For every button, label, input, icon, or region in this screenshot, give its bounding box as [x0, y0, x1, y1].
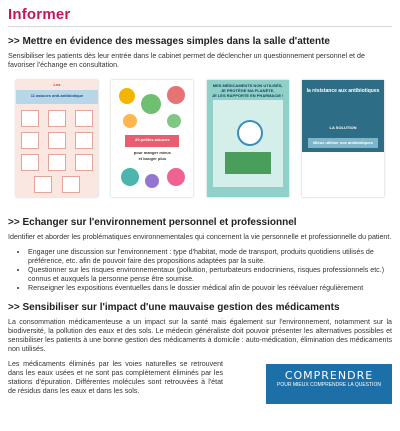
poster-title: 11 astuces anti-antibiotique: [30, 93, 84, 98]
banner-subtitle: POUR MIEUX COMPRENDRE LA QUESTION: [277, 382, 381, 388]
poster-subtitle: pour manger mieux: [133, 150, 171, 155]
poster-title: JE PROTÈGE MA PLANÈTE,: [220, 88, 275, 93]
pharmacy-illustration: [225, 152, 271, 174]
poster-tile: [48, 132, 66, 149]
poster-tile: [21, 110, 39, 127]
poster-cta-text: Mieux utiliser nos antibiotiques: [313, 140, 373, 145]
environment-bullet-list: [8, 248, 392, 293]
food-illustration-icon: [167, 86, 185, 104]
list-item: • Engager une discussion sur l'environnement : type d'habitat, mode de transport, produits quotidiens utilisés de préférence, etc. afin de pouvoir faire des propositions adaptées par la suite.: [28, 248, 392, 266]
medicines-side-text: [8, 360, 223, 404]
banner-title: COMPRENDRE: [284, 369, 374, 382]
poster-lower-panel: [302, 152, 384, 197]
poster-eat-better[interactable]: [111, 80, 193, 197]
poster-tile: [48, 110, 66, 127]
section-heading-medicines: >> Sensibiliser sur l'impact d'une mauvaise gestion des médicaments: [8, 302, 340, 313]
poster-tile: [34, 176, 52, 193]
poster-tile: [48, 154, 66, 171]
poster-antibiotic-tips[interactable]: [16, 80, 98, 197]
poster-tile: [75, 154, 93, 171]
poster-title-small: Les: [53, 82, 61, 87]
poster-tile: [21, 132, 39, 149]
section-paragraph-environment: Identifier et aborder les problématiques environnementales qui concernent la vie personnelle et professionnelle du patient.: [8, 233, 392, 241]
food-illustration-icon: [123, 114, 137, 128]
poster-tile: [75, 132, 93, 149]
food-illustration-icon: [145, 174, 159, 188]
food-illustration-icon: [121, 168, 139, 186]
comprendre-banner[interactable]: [266, 364, 392, 404]
section-paragraph-residues: Les médicaments éliminés par les voies naturelles se retrouvent dans les eaux usées et ne sont pas complètement éliminés par les stations d'épuration. Différentes molécules sont retrouvées à l'état de résidus dans les eaux et dans les sols.: [8, 360, 223, 395]
section-heading-waiting-room: >> Mettre en évidence des messages simples dans la salle d'attente: [8, 36, 330, 47]
poster-gallery: [8, 76, 392, 197]
poster-subtitle: et bouger plus: [138, 156, 167, 161]
poster-title: MES MÉDICAMENTS NON UTILISÉS,: [212, 83, 283, 88]
poster-solution-label: LA SOLUTION: [329, 125, 357, 130]
food-illustration-icon: [167, 168, 185, 186]
section-paragraph-waiting-room: Sensibiliser les patients dès leur entrée dans le cabinet permet de déclencher un questionnement personnel et de favoriser l'échange en consultation.: [8, 52, 365, 69]
food-illustration-icon: [141, 94, 161, 114]
section-heading-environment: >> Echanger sur l'environnement personnel et professionnel: [8, 217, 297, 228]
poster-antibiotic-resistance[interactable]: [302, 80, 384, 197]
poster-tile: [62, 176, 80, 193]
poster-title: 20 petites astuces: [135, 137, 170, 142]
medicines-lower-row: [8, 360, 392, 404]
section-paragraph-medicines: La consommation médicamenteuse a un impact sur la santé mais également sur l'environnement, notamment sur la biodiversité, la pollution des eaux et des sols. Le médecin généraliste doit pouvoir présenter les alternatives possibles et sensibiliser les patients à une bonne gestion des médicaments à domicile : auto-médication, élimination des médicaments non utilisés.: [8, 318, 392, 353]
list-item: • Renseigner les expositions éventuelles dans le dossier médical afin de pouvoir les réévaluer régulièrement: [28, 284, 392, 293]
globe-icon: [237, 120, 263, 146]
poster-tile: [75, 110, 93, 127]
list-item: • Questionner sur les risques environnementaux (pollution, perturbateurs endocriniens, risques professionnels etc.) connus et auxquels la personne pense être soumise.: [28, 266, 392, 284]
poster-title: la résistance aux antibiotiques: [306, 88, 380, 94]
food-illustration-icon: [119, 88, 135, 104]
food-illustration-icon: [167, 114, 181, 128]
poster-unused-medicines[interactable]: [207, 80, 289, 197]
poster-tile: [21, 154, 39, 171]
page-title: Informer: [8, 6, 392, 27]
poster-title: JE LES RAPPORTE EN PHARMACIE !: [211, 93, 284, 98]
